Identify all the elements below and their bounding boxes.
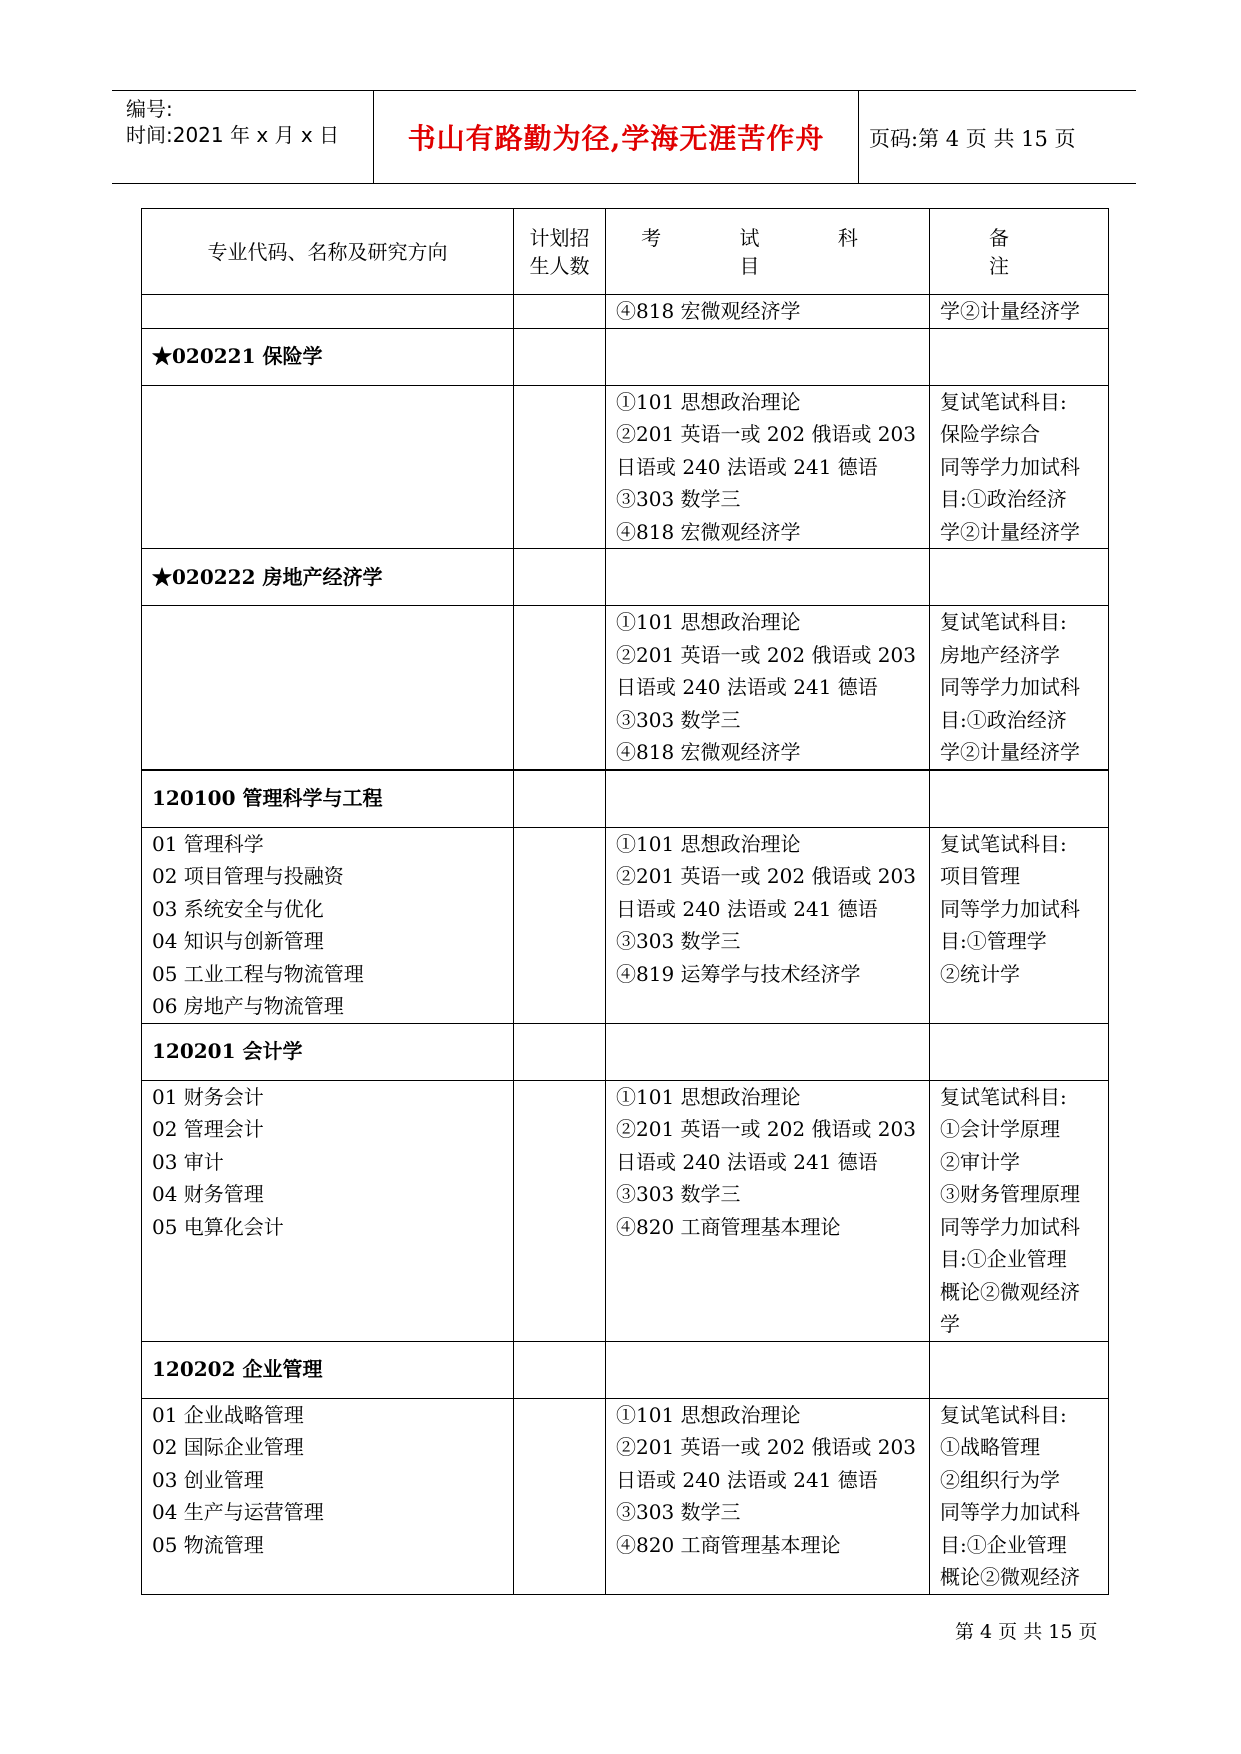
exam-subjects-line: 日语或 240 法语或 241 德语 xyxy=(616,896,878,921)
research-directions-line: 02 国际企业管理 xyxy=(152,1435,304,1459)
exam-subjects-line: ②201 英语一或 202 俄语或 203 xyxy=(616,422,916,446)
exam-subjects-line: ①101 思想政治理论 xyxy=(616,1402,801,1427)
empty-cell xyxy=(606,1023,930,1080)
exam-subjects-line: ③303 数学三 xyxy=(616,487,741,511)
exam-subjects-line: ③303 数学三 xyxy=(616,1500,741,1524)
detail-row xyxy=(142,295,1109,329)
remarks-line: ①战略管理 xyxy=(940,1435,1040,1459)
research-directions xyxy=(142,827,514,1023)
remarks xyxy=(930,606,1109,770)
column-header-quota-line1: 计划招 xyxy=(529,225,590,250)
section-row xyxy=(142,328,1109,385)
research-directions xyxy=(142,295,514,329)
empty-cell xyxy=(514,1023,606,1080)
exam-subjects-line: 日语或 240 法语或 241 德语 xyxy=(616,454,878,479)
document-time-label: 时间:2021 年 x 月 x 日 xyxy=(126,123,340,147)
exam-subjects-line: ④820 工商管理基本理论 xyxy=(616,1214,841,1239)
empty-cell xyxy=(606,328,930,385)
empty-cell xyxy=(514,328,606,385)
empty-cell xyxy=(930,1023,1109,1080)
exam-subjects-line: 日语或 240 法语或 241 德语 xyxy=(616,675,878,699)
research-directions-line: 04 生产与运营管理 xyxy=(152,1500,324,1524)
section-name: 120202 企业管理 xyxy=(142,1341,514,1398)
research-directions-line: 03 创业管理 xyxy=(152,1467,264,1492)
section-row xyxy=(142,1341,1109,1398)
research-directions-line: 02 项目管理与投融资 xyxy=(152,864,344,888)
remarks-line: 保险学综合 xyxy=(940,422,1040,446)
remarks-line: ②审计学 xyxy=(940,1149,1020,1174)
exam-subjects-line: ②201 英语一或 202 俄语或 203 xyxy=(616,1435,916,1459)
exam-subjects xyxy=(606,827,930,1023)
remarks-line: ①会计学原理 xyxy=(940,1117,1060,1141)
document-number-label: 编号: xyxy=(126,97,173,121)
remarks-line: 复试笔试科目: xyxy=(940,389,1067,414)
detail-row xyxy=(142,385,1109,549)
exam-subjects xyxy=(606,606,930,770)
column-header-quota-line2: 生人数 xyxy=(529,253,590,278)
quota-cell xyxy=(514,295,606,329)
exam-subjects-line: 日语或 240 法语或 241 德语 xyxy=(616,1149,878,1174)
section-row xyxy=(142,1023,1109,1080)
remarks-line: 复试笔试科目: xyxy=(940,610,1067,634)
exam-subjects-line: ④818 宏微观经济学 xyxy=(616,299,801,323)
exam-subjects-line: ④818 宏微观经济学 xyxy=(616,740,801,764)
section-name: ★020222 房地产经济学 xyxy=(142,549,514,606)
remarks-line: 复试笔试科目: xyxy=(940,1402,1067,1427)
empty-cell xyxy=(514,1341,606,1398)
remarks-line: 同等学力加试科 xyxy=(940,1500,1080,1524)
exam-subjects xyxy=(606,295,930,329)
research-directions xyxy=(142,385,514,549)
remarks xyxy=(930,385,1109,549)
header-motto-cell xyxy=(373,91,859,183)
detail-row xyxy=(142,1398,1109,1594)
section-name: 120201 会计学 xyxy=(142,1023,514,1080)
detail-row xyxy=(142,1080,1109,1341)
remarks-line: 学②计量经济学 xyxy=(940,299,1080,323)
remarks-line: 学 xyxy=(940,1312,960,1336)
table-header-row xyxy=(142,209,1109,295)
remarks-line: 目:①政治经济 xyxy=(940,487,1067,511)
quota-cell xyxy=(514,606,606,770)
remarks-line: ②组织行为学 xyxy=(940,1467,1060,1492)
remarks-line: ②统计学 xyxy=(940,961,1020,986)
detail-row xyxy=(142,606,1109,770)
empty-cell xyxy=(514,549,606,606)
remarks-line: 同等学力加试科 xyxy=(940,1214,1080,1239)
remarks-line: 复试笔试科目: xyxy=(940,1084,1067,1109)
column-header-notes: 备 注 xyxy=(930,209,1109,295)
research-directions-line: 05 电算化会计 xyxy=(152,1214,284,1239)
quota-cell xyxy=(514,1398,606,1594)
remarks xyxy=(930,1080,1109,1341)
empty-cell xyxy=(514,770,606,828)
column-header-major: 专业代码、名称及研究方向 xyxy=(142,209,514,295)
remarks-line: 同等学力加试科 xyxy=(940,454,1080,479)
quota-cell xyxy=(514,827,606,1023)
section-name: 120100 管理科学与工程 xyxy=(142,770,514,828)
remarks xyxy=(930,295,1109,329)
research-directions-line: 05 工业工程与物流管理 xyxy=(152,961,364,986)
research-directions-line: 05 物流管理 xyxy=(152,1532,264,1557)
remarks-line: 目:①企业管理 xyxy=(940,1247,1067,1271)
research-directions-line: 02 管理会计 xyxy=(152,1117,264,1141)
exam-subjects-line: ②201 英语一或 202 俄语或 203 xyxy=(616,1117,916,1141)
exam-subjects-line: ①101 思想政治理论 xyxy=(616,610,801,634)
header-page-info: 页码:第 4 页 共 15 页 xyxy=(869,127,1076,151)
quota-cell xyxy=(514,385,606,549)
empty-cell xyxy=(930,1341,1109,1398)
exam-subjects xyxy=(606,1080,930,1341)
empty-cell xyxy=(606,549,930,606)
remarks xyxy=(930,1398,1109,1594)
research-directions xyxy=(142,606,514,770)
research-directions xyxy=(142,1398,514,1594)
exam-subjects-line: ②201 英语一或 202 俄语或 203 xyxy=(616,864,916,888)
header-motto: 书山有路勤为径,学海无涯苦作舟 xyxy=(407,122,825,155)
enrollment-table xyxy=(141,208,1109,1595)
research-directions-line: 04 财务管理 xyxy=(152,1182,264,1206)
empty-cell xyxy=(930,549,1109,606)
remarks-line: 房地产经济学 xyxy=(940,642,1060,667)
remarks-line: 目:①政治经济 xyxy=(940,707,1067,732)
remarks xyxy=(930,827,1109,1023)
research-directions-line: 01 管理科学 xyxy=(152,831,264,856)
section-name: ★020221 保险学 xyxy=(142,328,514,385)
exam-subjects-line: 日语或 240 法语或 241 德语 xyxy=(616,1467,878,1492)
header-page-cell xyxy=(859,91,1136,183)
remarks-line: 概论②微观经济 xyxy=(940,1279,1080,1304)
research-directions-line: 04 知识与创新管理 xyxy=(152,929,324,953)
table-body xyxy=(142,295,1109,1595)
empty-cell xyxy=(930,328,1109,385)
empty-cell xyxy=(606,770,930,828)
exam-subjects-line: ③303 数学三 xyxy=(616,707,741,732)
exam-subjects-line: ④819 运筹学与技术经济学 xyxy=(616,961,861,986)
remarks-line: 复试笔试科目: xyxy=(940,831,1067,856)
exam-subjects-line: ①101 思想政治理论 xyxy=(616,831,801,856)
page-header xyxy=(112,90,1136,184)
research-directions-line: 01 财务会计 xyxy=(152,1084,264,1109)
research-directions xyxy=(142,1080,514,1341)
exam-subjects-line: ③303 数学三 xyxy=(616,1182,741,1206)
empty-cell xyxy=(606,1341,930,1398)
exam-subjects xyxy=(606,1398,930,1594)
column-header-exams: 考 试 科 目 xyxy=(606,209,930,295)
exam-subjects-line: ①101 思想政治理论 xyxy=(616,389,801,414)
remarks-line: ③财务管理原理 xyxy=(940,1182,1080,1206)
empty-cell xyxy=(930,770,1109,828)
section-row xyxy=(142,549,1109,606)
research-directions-line: 06 房地产与物流管理 xyxy=(152,994,344,1018)
remarks-line: 学②计量经济学 xyxy=(940,740,1080,764)
header-meta xyxy=(112,91,373,183)
remarks-line: 同等学力加试科 xyxy=(940,675,1080,699)
research-directions-line: 01 企业战略管理 xyxy=(152,1402,304,1427)
remarks-line: 学②计量经济学 xyxy=(940,519,1080,544)
detail-row xyxy=(142,827,1109,1023)
exam-subjects-line: ②201 英语一或 202 俄语或 203 xyxy=(616,642,916,667)
exam-subjects-line: ④820 工商管理基本理论 xyxy=(616,1532,841,1557)
research-directions-line: 03 系统安全与优化 xyxy=(152,896,324,921)
quota-cell xyxy=(514,1080,606,1341)
section-row xyxy=(142,770,1109,828)
exam-subjects-line: ①101 思想政治理论 xyxy=(616,1084,801,1109)
remarks-line: 项目管理 xyxy=(940,864,1020,888)
research-directions-line: 03 审计 xyxy=(152,1149,224,1174)
column-header-quota xyxy=(514,209,606,295)
remarks-line: 同等学力加试科 xyxy=(940,896,1080,921)
exam-subjects-line: ③303 数学三 xyxy=(616,929,741,953)
remarks-line: 目:①企业管理 xyxy=(940,1532,1067,1557)
remarks-line: 目:①管理学 xyxy=(940,929,1047,953)
exam-subjects xyxy=(606,385,930,549)
remarks-line: 概论②微观经济 xyxy=(940,1565,1080,1589)
page-footer: 第 4 页 共 15 页 xyxy=(955,1621,1098,1643)
exam-subjects-line: ④818 宏微观经济学 xyxy=(616,519,801,544)
